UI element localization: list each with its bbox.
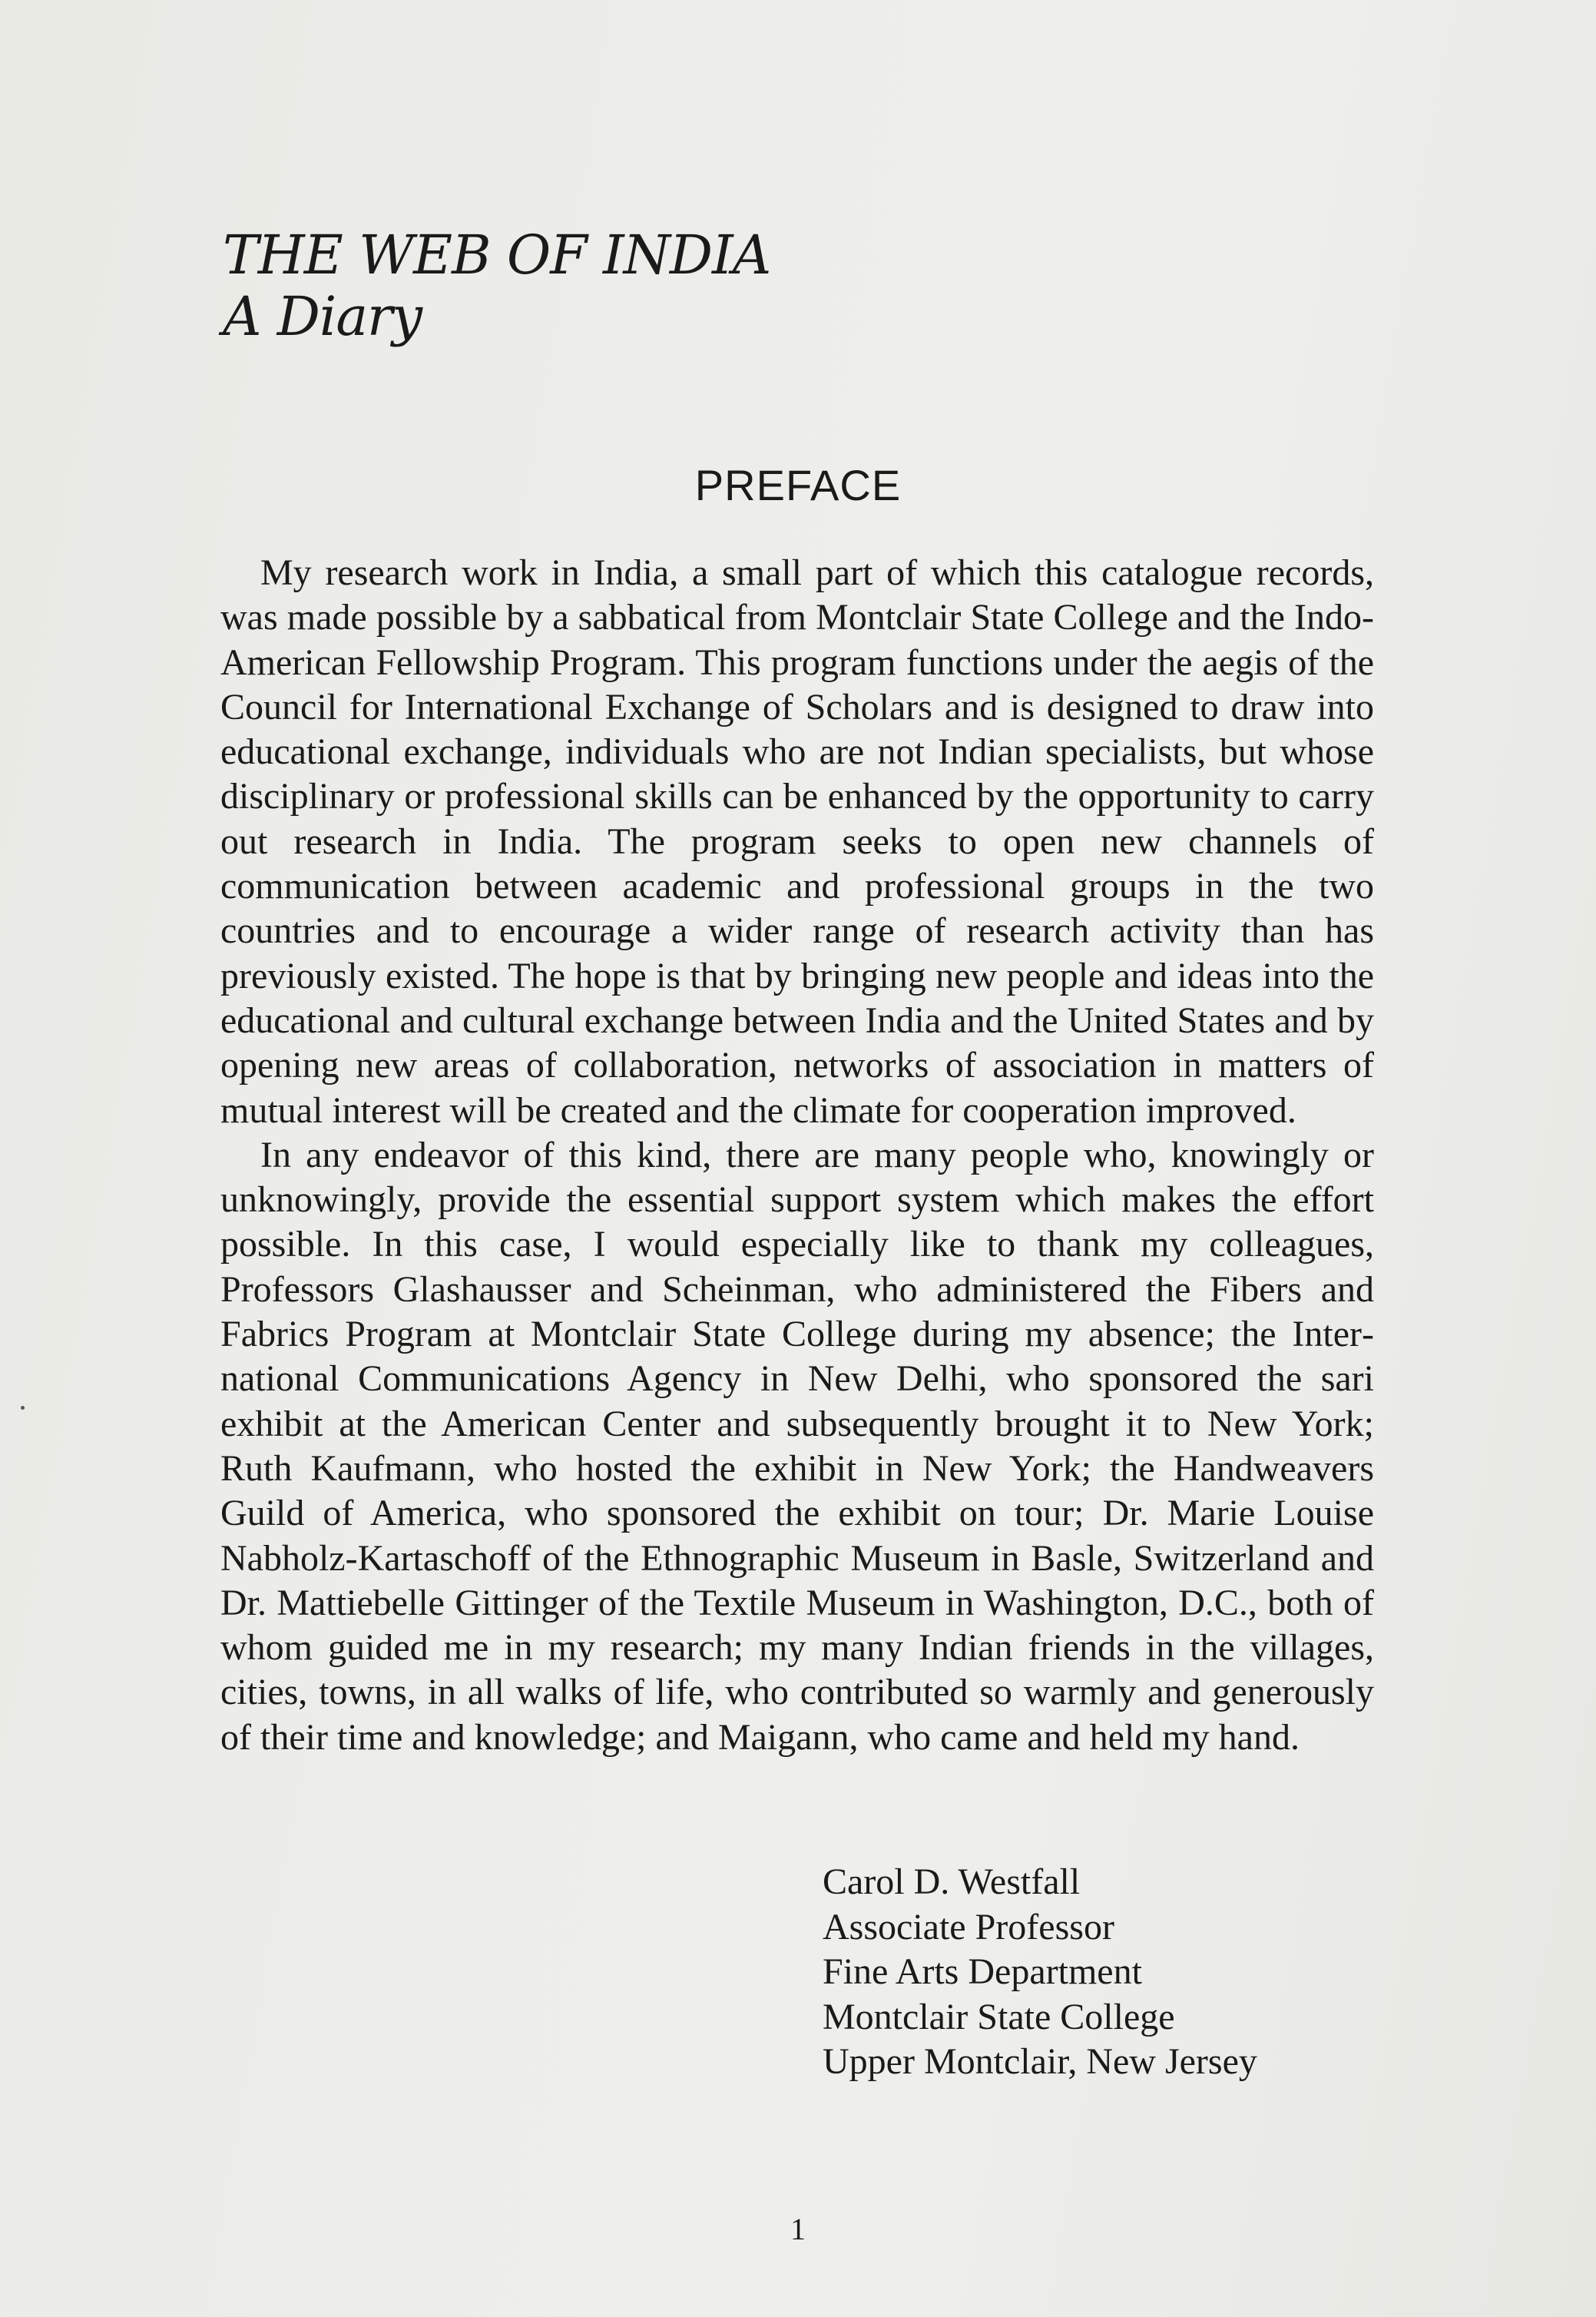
book-title: THE WEB OF INDIA xyxy=(223,224,771,287)
signature-position: Associate Professor xyxy=(823,1906,1114,1947)
signature-block xyxy=(823,1860,1257,2085)
signature-name: Carol D. Westfall xyxy=(823,1861,1081,1902)
page-number: 1 xyxy=(790,2212,806,2246)
preface-heading: PREFACE xyxy=(694,461,902,509)
signature-department: Fine Arts Department xyxy=(823,1951,1142,1992)
book-title-block xyxy=(223,224,770,347)
preface-paragraph-2: In any endeavor of this kind, there are many people who, knowingly or unknowingly, provide the essential support system which makes the effort possible. In this case, I would especially like to thank my colleagues, Professors Glashausser and Scheinman, who administered the Fibers and Fabrics Program at Montclair State College during my absence; the International Communications Agency in New Delhi, who sponsored the sari exhibit at the American Center and subsequently brought it to New York; Ruth Kaufmann, who hosted the exhibit in New York; the Handweavers Guild of America, who sponsored the exhibit on tour; Dr. Marie Louise Nabholz-Kartaschoff of the Ethnographic Museum in Basle, Switzerland and Dr. Mattiebelle Gittinger of the Textile Museum in Washington, D.C., both of whom guided me in my research; my many Indian friends in the villages, cities, towns, in all walks of life, who contributed so warmly and generously of their time and knowledge; and Maigann, who came and held my hand. xyxy=(220,1134,1374,1758)
preface-body xyxy=(220,551,1374,1760)
paper-speck xyxy=(21,1406,25,1410)
preface-paragraph-1: My research work in India, a small part of which this catalogue records, was made possible by a sabbatical from Montclair State College and the Indo-American Fellowship Program. This program functions under the aegis of the Council for International Exchange of Scholars and is designed to draw into educational exchange, individuals who are not Indian specialists, but whose disciplinary or professional skills can be enhanced by the opportunity to carry out research in India. The program seeks to open new channels of communication between academic and professional groups in the two countries and to encourage a wider range of research activity than has previously existed. The hope is that by bringing new people and ideas into the educational and cultural exchange between India and the United States and by opening new areas of collaboration, networks of association in matters of mutual interest will be created and the climate for cooperation improved. xyxy=(220,552,1374,1131)
signature-location: Upper Montclair, New Jersey xyxy=(823,2041,1257,2082)
book-subtitle: A Diary xyxy=(223,285,422,348)
signature-institution: Montclair State College xyxy=(823,1996,1175,2037)
